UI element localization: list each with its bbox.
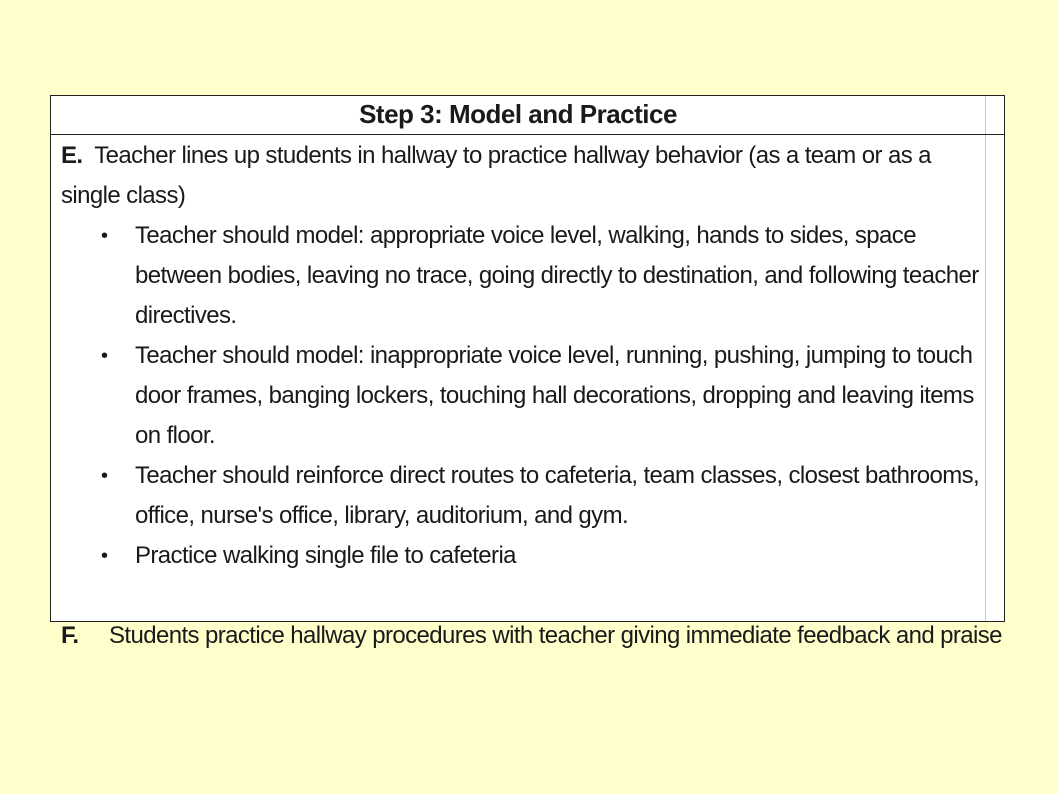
section-e [61, 136, 976, 216]
section-f-letter: F. [61, 622, 79, 649]
section-f [61, 616, 1001, 656]
bullet-item [61, 456, 1005, 536]
section-e-text: Teacher lines up students in hallway to practice hallway behavior (as a team or as a single class) [61, 142, 931, 209]
bullet-text: Teacher should model: appropriate voice level, walking, hands to sides, space between bodies, leaving no trace, going directly to destination, and following teacher directives. [135, 222, 979, 329]
bullet-text: Teacher should reinforce direct routes to cafeteria, team classes, closest bathrooms, office, nurse's office, library, auditorium, and gym. [135, 462, 980, 529]
section-e-letter: E. [61, 142, 83, 169]
bullet-item [61, 536, 1005, 576]
bullet-icon: • [101, 465, 108, 487]
bullet-text: Practice walking single file to cafeteria [135, 542, 516, 569]
bullet-icon: • [101, 545, 108, 567]
step-heading: Step 3: Model and Practice [359, 99, 677, 129]
bullet-icon: • [101, 225, 108, 247]
table-body [61, 136, 1001, 656]
table-header-row [51, 96, 1004, 135]
document-table [50, 95, 1005, 649]
bullet-icon: • [101, 345, 108, 367]
section-f-text: Students practice hallway procedures with teacher giving immediate feedback and praise [109, 622, 1002, 649]
section-e-bullet-list [61, 216, 1001, 576]
bullet-text: Teacher should model: inappropriate voice level, running, pushing, jumping to touch door frames, banging lockers, touching hall decorations, dropping and leaving items on floor. [135, 342, 974, 449]
bullet-item [61, 336, 1005, 456]
bullet-item [61, 216, 1005, 336]
